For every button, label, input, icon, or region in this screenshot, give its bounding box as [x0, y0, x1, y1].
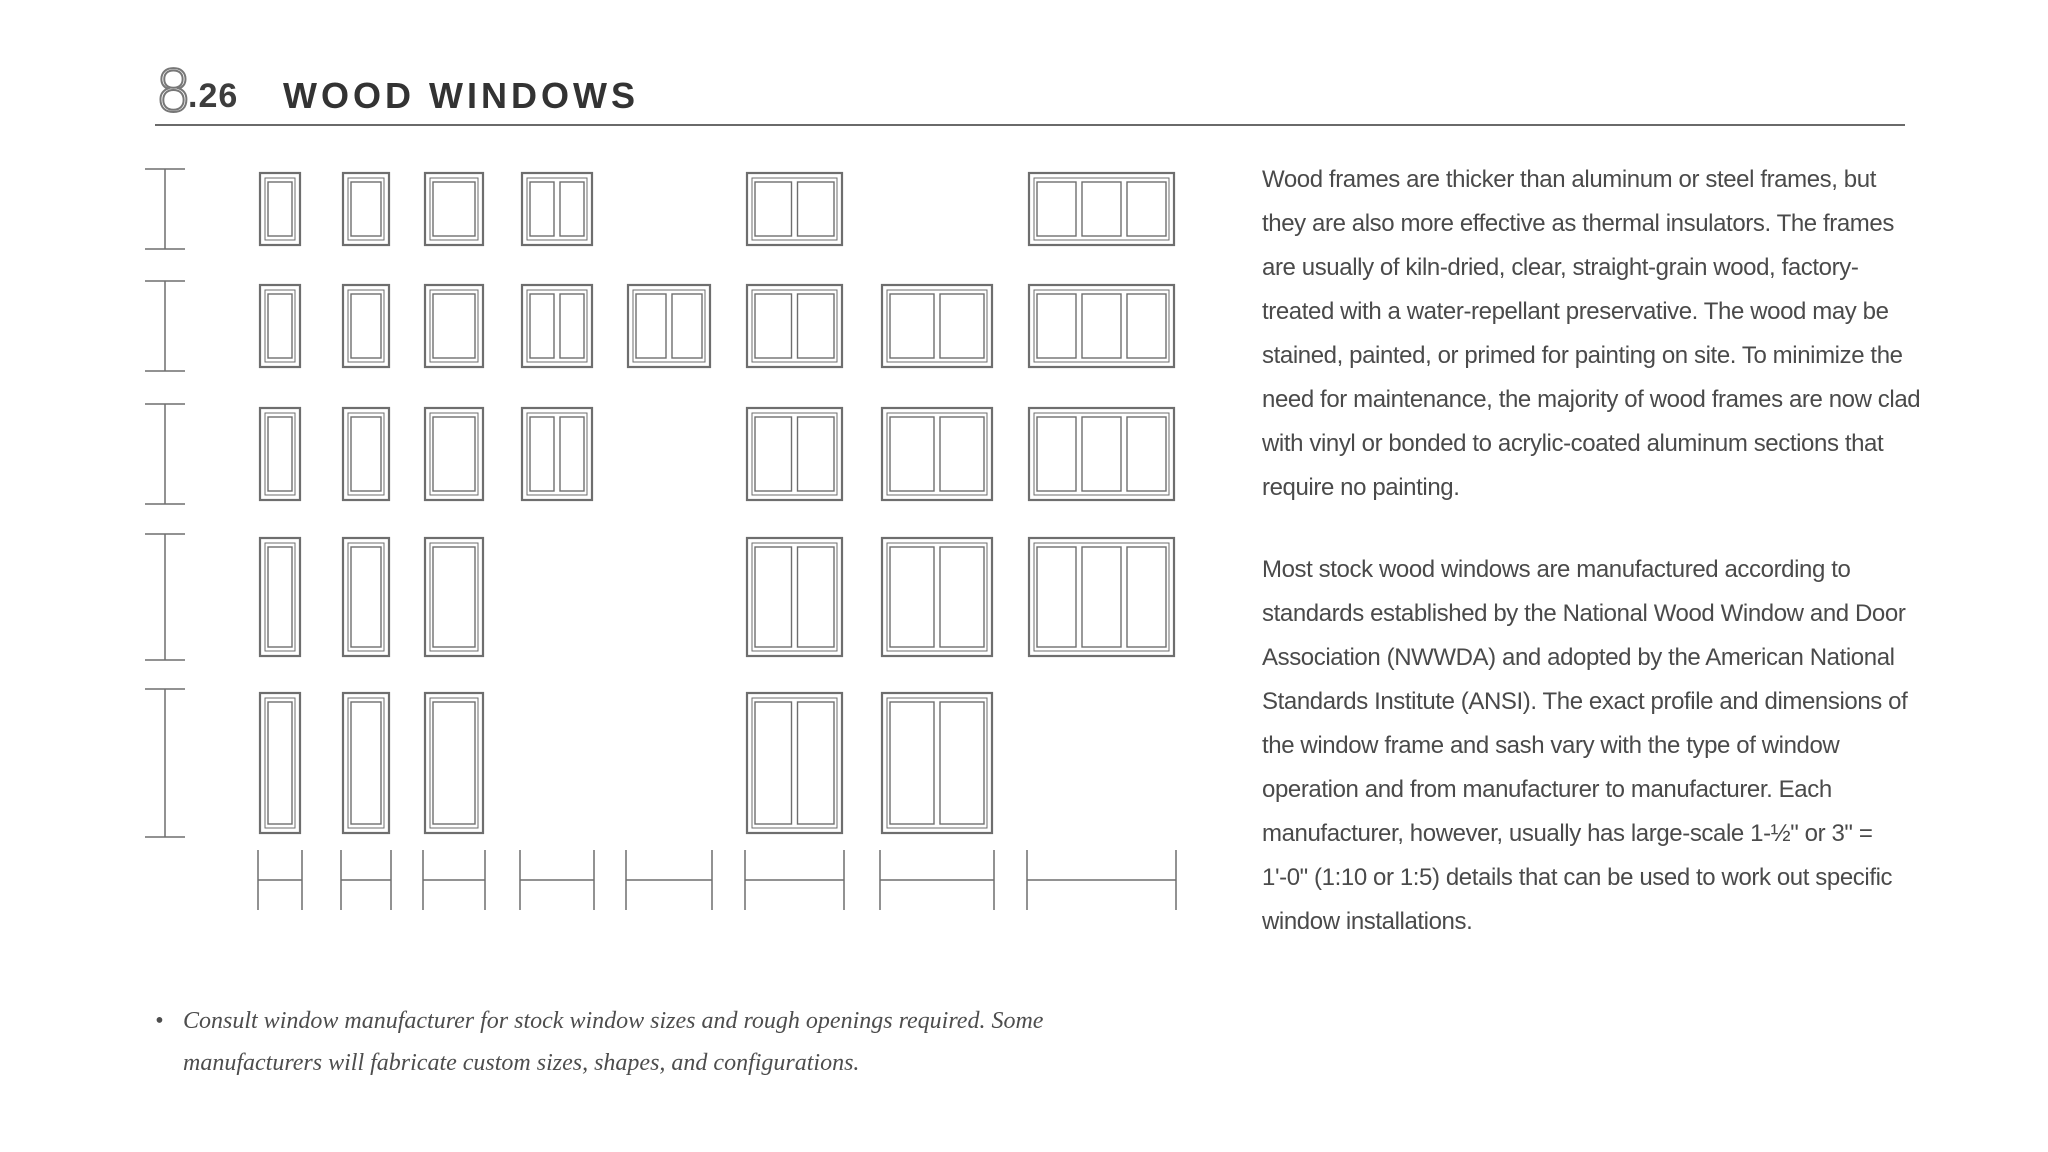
window-frame	[747, 693, 842, 833]
window-frame	[747, 538, 842, 656]
window-frame	[425, 693, 483, 833]
window-elevations-drawing	[140, 160, 1200, 960]
window-frame	[1029, 173, 1174, 245]
window-frame	[343, 408, 389, 500]
window-frame	[522, 285, 592, 367]
window-frame	[343, 538, 389, 656]
window-frame	[522, 173, 592, 245]
window-frame	[747, 285, 842, 367]
section-header	[155, 58, 1905, 126]
window-frame	[882, 408, 992, 500]
window-frame	[882, 538, 992, 656]
body-text	[1262, 158, 1922, 982]
window-frame	[882, 693, 992, 833]
window-frame	[260, 285, 300, 367]
window-frame	[1029, 408, 1174, 500]
window-size-diagram	[140, 160, 1200, 960]
window-frame	[1029, 538, 1174, 656]
window-frame	[425, 173, 483, 245]
paragraph-standards: Most stock wood windows are manufactured according to standards established by the National Wood Window and Door Association (NWWDA) and adopted by the American National Standards Institute (ANSI). The exact profile and dimensions of the window frame and sash vary with the type of window operation and from manufacturer to manufacturer. Each manufacturer, however, usually has large-scale 1-½" or 3" = 1'-0" (1:10 or 1:5) details that can be used to work out specific window installations.	[1262, 556, 1908, 935]
page-title: WOOD WINDOWS	[283, 75, 639, 116]
window-frame	[522, 408, 592, 500]
window-frame	[260, 173, 300, 245]
window-frame	[260, 538, 300, 656]
window-frame	[747, 408, 842, 500]
window-frame	[628, 285, 710, 367]
bullet-icon: •	[155, 1008, 164, 1034]
section-subnumber: .26	[188, 77, 239, 115]
window-frame	[260, 408, 300, 500]
window-frame	[882, 285, 992, 367]
window-frame	[425, 408, 483, 500]
window-frame	[343, 173, 389, 245]
paragraph-thermal: Wood frames are thicker than aluminum or steel frames, but they are also more effective as thermal insulators. The frames are usually of kiln-dried, clear, straight-grain wood, factory-treated with a water-repellant preservative. The wood may be stained, painted, or primed for painting on site. To minimize the need for maintenance, the majority of wood frames are now clad with vinyl or bonded to acrylic-coated aluminum sections that require no painting.	[1262, 166, 1921, 501]
window-frame	[425, 538, 483, 656]
window-frame	[747, 173, 842, 245]
section-number: 8	[155, 57, 190, 125]
footnote-text: Consult window manufacturer for stock window sizes and rough openings required. Some manufacturers will fabricate custom sizes, shapes, and configurations.	[183, 1008, 1044, 1076]
window-frame	[260, 693, 300, 833]
window-frame	[343, 693, 389, 833]
window-frame	[1029, 285, 1174, 367]
window-frame	[425, 285, 483, 367]
window-frame	[343, 285, 389, 367]
